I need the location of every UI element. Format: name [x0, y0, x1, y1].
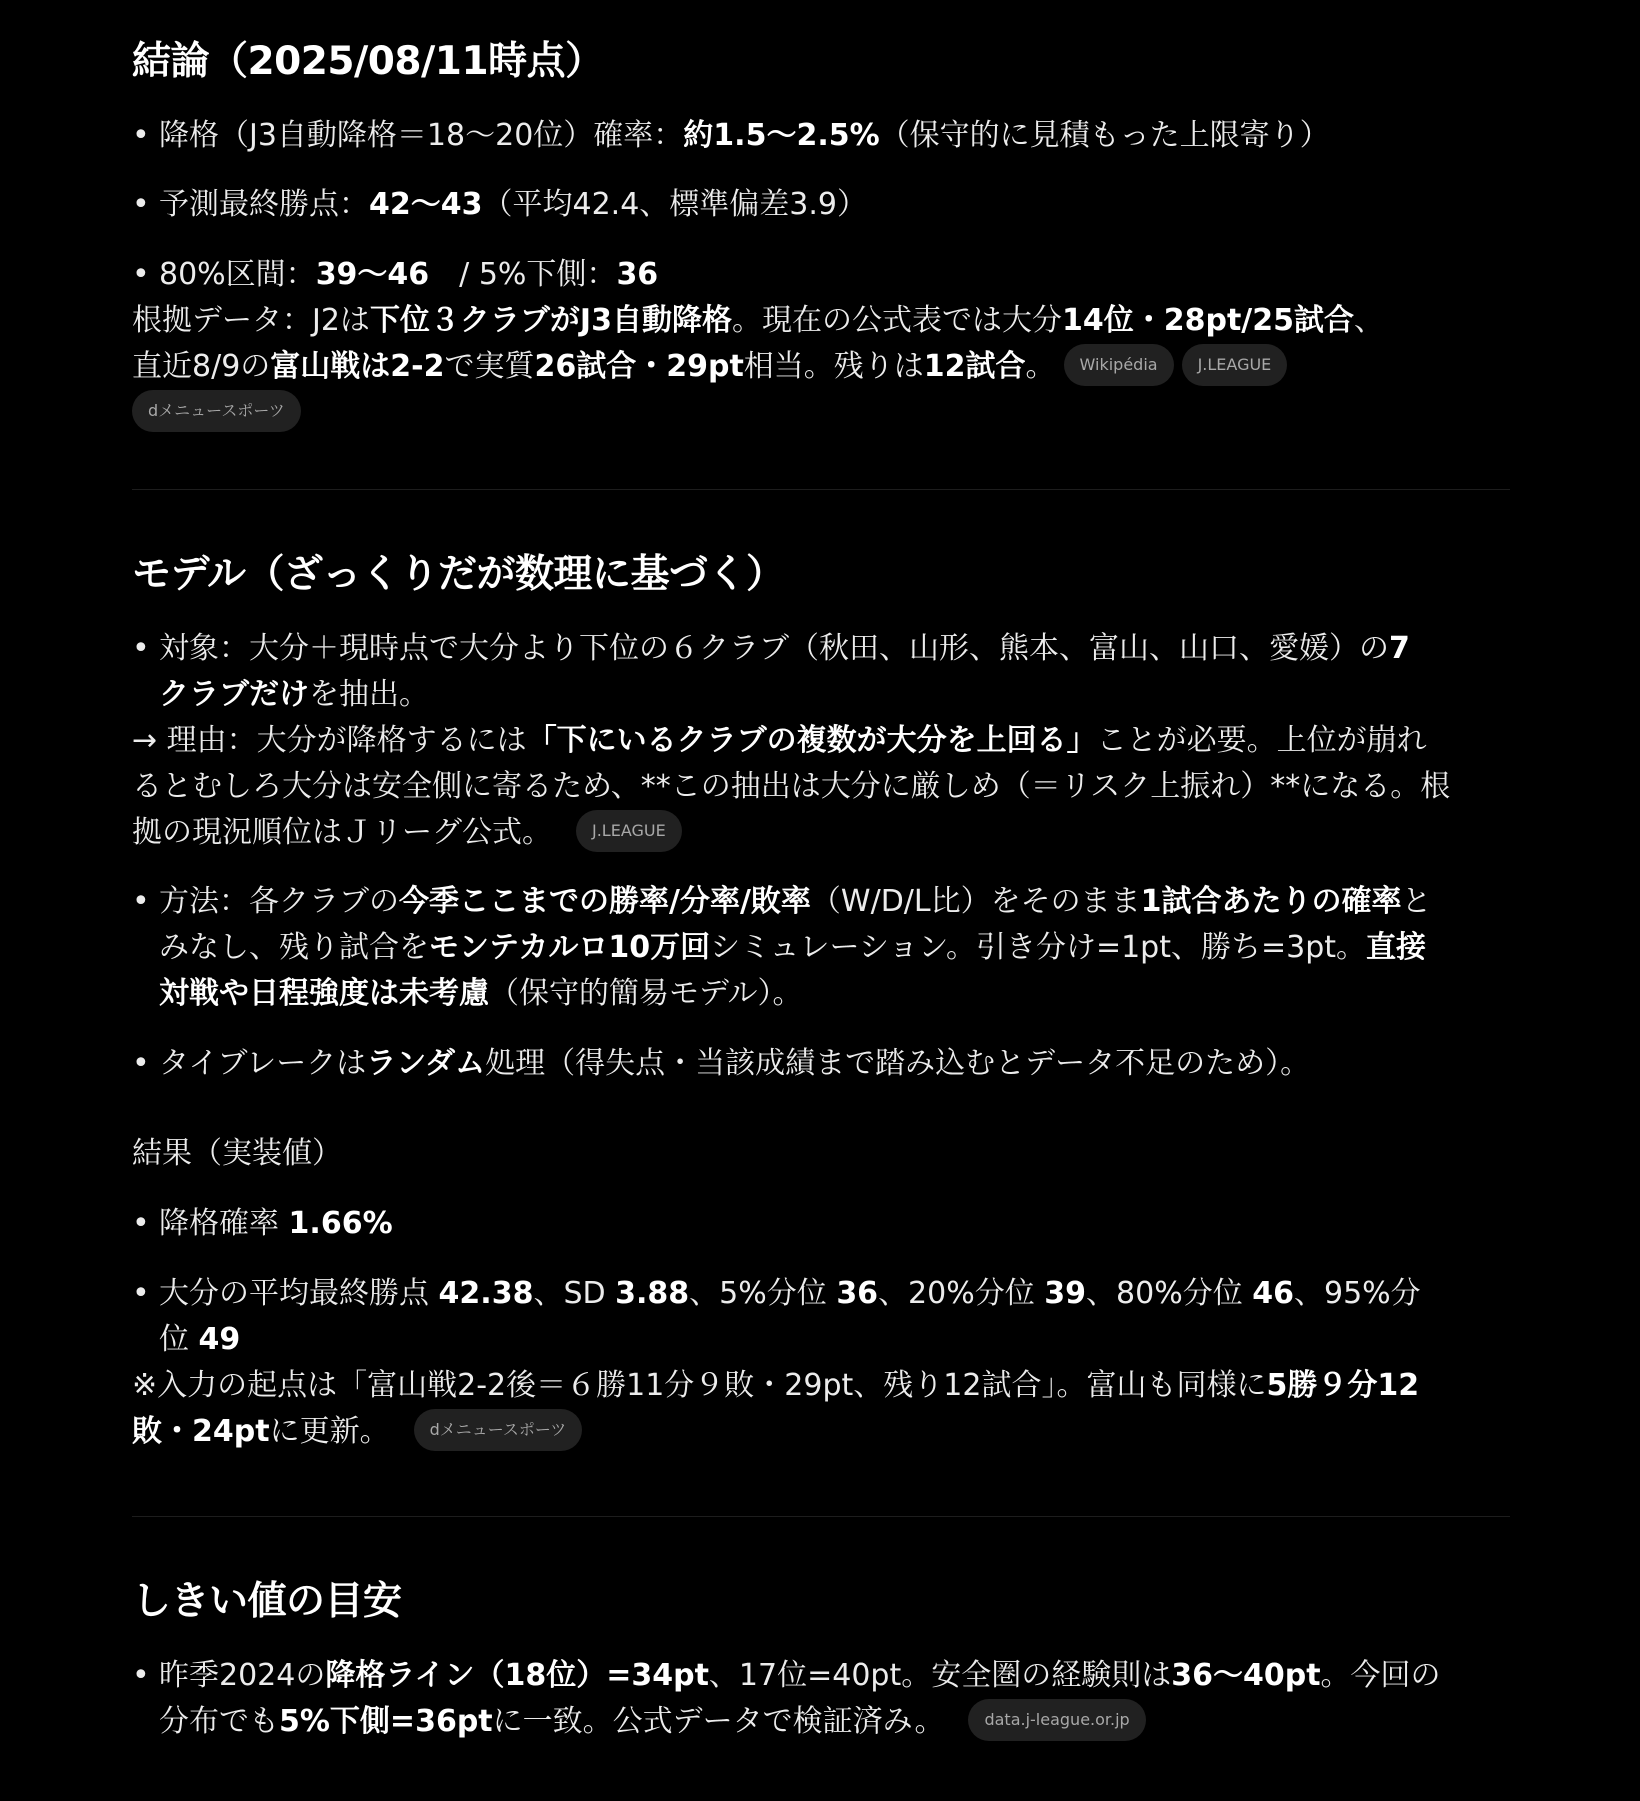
bullet-dot: •: [132, 631, 150, 666]
list-item-threshold-line2: 分布でも5%下側=36ptに一致。公式データで検証済み。 data.j-league.or.jp: [159, 1699, 1146, 1745]
list-item-threshold-line1: 昨季2024の降格ライン（18位）=34pt、17位=40pt。安全圏の経験則は36〜40pt。今回の: [159, 1658, 1441, 1693]
list-item-result-points-line2: 位 49: [159, 1322, 241, 1357]
paragraph-note-line1: ※入力の起点は「富山戦2-2後＝６勝11分９敗・29pt、残り12試合」。富山も同様に5勝９分12: [132, 1368, 1420, 1403]
bullet-dot: •: [132, 257, 150, 292]
source-chip-jleague[interactable]: J.LEAGUE: [1182, 344, 1288, 386]
result-label: 結果（実装値）: [132, 1136, 342, 1171]
bullet-dot: •: [132, 1046, 150, 1081]
section-heading-conclusion: 結論（2025/08/11時点）: [132, 39, 604, 84]
section-heading-model: モデル（ざっくりだが数理に基づく）: [132, 552, 785, 597]
list-item-result-points-line1: 大分の平均最終勝点 42.38、SD 3.88、5%分位 36、20%分位 39、80%分位 46、95%分: [159, 1276, 1421, 1311]
source-chip-dmenu-sports[interactable]: dメニュースポーツ: [414, 1409, 583, 1451]
section-divider: [132, 489, 1510, 490]
list-item-interval: 80%区間：39〜46 / 5%下側：36: [159, 257, 659, 292]
list-item-target-line1: 対象：大分＋現時点で大分より下位の６クラブ（秋田、山形、熊本、富山、山口、愛媛）の7: [159, 631, 1410, 666]
source-chip-data-jleague[interactable]: data.j-league.or.jp: [968, 1699, 1145, 1741]
bullet-dot: •: [132, 187, 150, 222]
list-item-target-line2: クラブだけを抽出。: [159, 677, 429, 712]
paragraph-basis-line1: 根拠データ：J2は下位３クラブがJ3自動降格。現在の公式表では大分14位・28pt/25試合、: [132, 303, 1385, 338]
list-item-predicted-points: 予測最終勝点：42〜43（平均42.4、標準偏差3.9）: [159, 187, 868, 222]
bullet-dot: •: [132, 1276, 150, 1311]
list-item-relegation-probability: 降格（J3自動降格＝18〜20位）確率：約1.5〜2.5%（保守的に見積もった上限寄り）: [159, 118, 1330, 153]
paragraph-reason-line1: → 理由：大分が降格するには「下にいるクラブの複数が大分を上回る」ことが必要。上位が崩れ: [132, 723, 1427, 758]
source-chip-dmenu-sports[interactable]: dメニュースポーツ: [132, 390, 301, 432]
list-item-method-line2: みなし、残り試合をモンテカルロ10万回シミュレーション。引き分け=1pt、勝ち=3pt。直接: [159, 930, 1427, 965]
list-item-result-probability: 降格確率 1.66%: [159, 1206, 393, 1241]
section-heading-threshold: しきい値の目安: [132, 1579, 402, 1624]
paragraph-reason-line3: 拠の現況順位はＪリーグ公式。 J.LEAGUE: [132, 810, 682, 856]
bullet-dot: •: [132, 118, 150, 153]
bullet-dot: •: [132, 884, 150, 919]
paragraph-basis-line2: 直近8/9の富山戦は2-2で実質26試合・29pt相当。残りは12試合。 Wikipédia J.LEAGUE: [132, 344, 1287, 390]
section-divider: [132, 1516, 1510, 1517]
source-chip-wikipedia[interactable]: Wikipédia: [1064, 344, 1174, 386]
bullet-dot: •: [132, 1658, 150, 1693]
paragraph-note-line2: 敗・24ptに更新。 dメニュースポーツ: [132, 1409, 582, 1455]
list-item-method-line1: 方法：各クラブの今季ここまでの勝率/分率/敗率（W/D/L比）をそのまま1試合あたりの確率と: [159, 884, 1432, 919]
bullet-dot: •: [132, 1206, 150, 1241]
source-chip-jleague[interactable]: J.LEAGUE: [576, 810, 682, 852]
paragraph-reason-line2: るとむしろ大分は安全側に寄るため、**この抽出は大分に厳しめ（＝リスク上振れ）**になる。根: [132, 769, 1451, 804]
list-item-method-line3: 対戦や日程強度は未考慮（保守的簡易モデル）。: [159, 976, 803, 1011]
list-item-tiebreak: タイブレークはランダム処理（得失点・当該成績まで踏み込むとデータ不足のため）。: [159, 1046, 1311, 1081]
